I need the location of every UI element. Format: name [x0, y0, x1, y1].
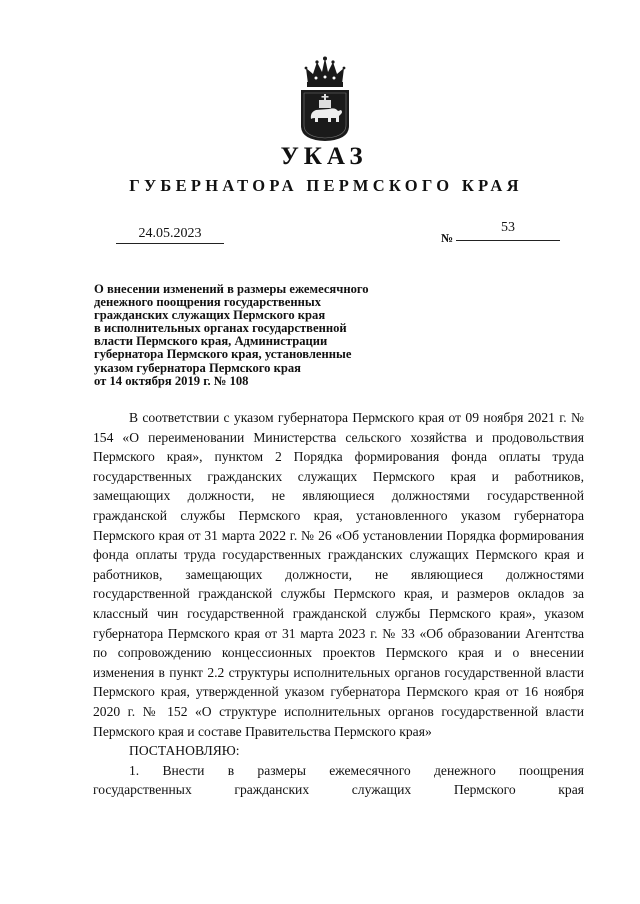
document-date: 24.05.2023	[116, 226, 224, 244]
document-title: УКАЗ	[280, 143, 368, 170]
heading-line: губернатора Пермского края, установленные	[94, 347, 352, 362]
item-1-line-2: государственных гражданских служащих Пермского края	[93, 782, 584, 798]
heading-line: указом губернатора Пермского края	[94, 360, 301, 375]
heading-line: от 14 октября 2019 г. № 108	[94, 373, 249, 388]
preamble-paragraph: В соответствии с указом губернатора Пермского края от 09 ноября 2021 г. № 154 «О переименовании Министерства сельского хозяйства и продовольствия Пермского края», пунктом 2 Порядка формирования фонда оплаты труда государственных гражданских служащих Пермского края и работников, замещающих должности, не являющиеся должностями государственной гражданской службы Пермского края, установленного указом губернатора Пермского края от 31 марта 2022 г. № 26 «Об установлении Порядка формирования фонда оплаты труда государственных гражданских служащих Пермского края и работников, замещающих должности, не являющиеся должностями государственной гражданской службы Пермского края, и размеров окладов за классный чин государственной гражданской службы Пермского края», указом губернатора Пермского края от 31 марта 2023 г. № 33 «Об образовании Агентства по сопровождению концессионных проектов Пермского края и о внесении изменения в пункт 2.2 структуры исполнительных органов государственной власти Пермского края, утвержденной указом губернатора Пермского края от 16 ноября 2020 г. № 152 «О структуре исполнительных органов государственной власти Пермского края и составе Правительства Пермского края»	[93, 410, 584, 739]
heading-line: О внесении изменений в размеры ежемесячного	[94, 282, 369, 296]
heading-line: в исполнительных органах государственной	[94, 321, 347, 336]
document-number: 53	[456, 220, 560, 241]
heading-line: денежного поощрения государственных	[94, 295, 322, 310]
heading-line: гражданских служащих Пермского края	[94, 308, 326, 323]
number-label: №	[441, 231, 454, 245]
document-body	[93, 408, 584, 800]
document-heading	[94, 283, 454, 388]
document-subtitle: ГУБЕРНАТОРА ПЕРМСКОГО КРАЯ	[129, 176, 523, 195]
heading-line: власти Пермского края, Администрации	[94, 334, 328, 349]
perm-krai-coat-of-arms-icon	[298, 56, 352, 142]
item-1-line-1: 1. Внести в размеры ежемесячного денежного поощрения	[129, 762, 584, 778]
decree-word: ПОСТАНОВЛЯЮ:	[129, 743, 240, 759]
